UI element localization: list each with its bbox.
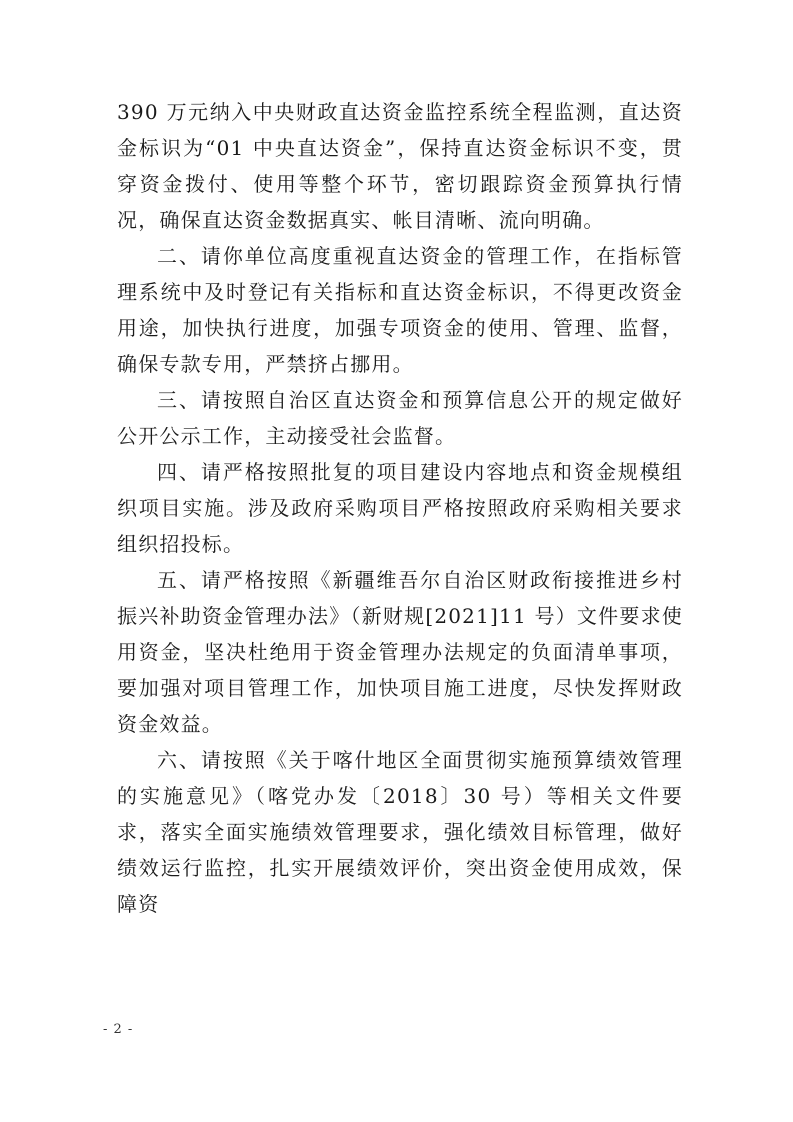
paragraph-item-4: 四、请严格按照批复的项目建设内容地点和资金规模组织项目实施。涉及政府采购项目严格按照政府采购相关要求组织招投标。 <box>117 460 683 556</box>
paragraph-item-6: 六、请按照《关于喀什地区全面贯彻实施预算绩效管理的实施意见》（喀党办发〔2018〕30 号）等相关文件要求，落实全面实施绩效管理要求，强化绩效目标管理，做好绩效运行监控，扎实开展绩效评价，突出资金使用成效，保障资 <box>117 748 683 916</box>
paragraph-item-2: 二、请你单位高度重视直达资金的管理工作，在指标管理系统中及时登记有关指标和直达资金标识，不得更改资金用途，加快执行进度，加强专项资金的使用、管理、监督，确保专款专用，严禁挤占挪用。 <box>117 244 683 376</box>
paragraph-item-3: 三、请按照自治区直达资金和预算信息公开的规定做好公开公示工作，主动接受社会监督。 <box>117 388 683 448</box>
document-body <box>117 94 683 922</box>
paragraph-continued: 390 万元纳入中央财政直达资金监控系统全程监测，直达资金标识为“01 中央直达资金”，保持直达资金标识不变，贯穿资金拨付、使用等整个环节，密切跟踪资金预算执行情况，确保直达资金数据真实、帐目清晰、流向明确。 <box>117 100 683 232</box>
paragraph-item-5: 五、请严格按照《新疆维吾尔自治区财政衔接推进乡村振兴补助资金管理办法》（新财规[2021]11 号）文件要求使用资金，坚决杜绝用于资金管理办法规定的负面清单事项，要加强对项目管理工作，加快项目施工进度，尽快发挥财政资金效益。 <box>117 568 683 736</box>
page-number: - 2 - <box>103 1022 134 1037</box>
